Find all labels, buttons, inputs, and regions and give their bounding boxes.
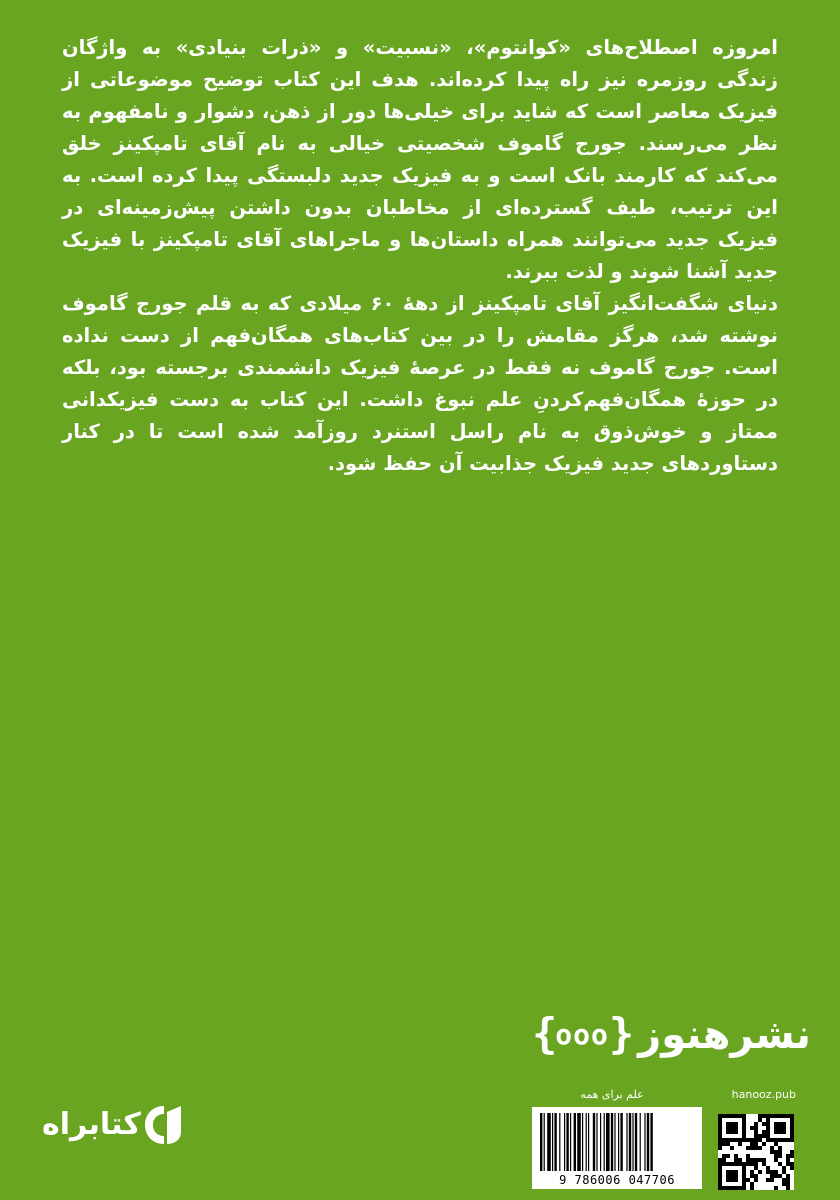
distributor-logo bbox=[36, 1102, 187, 1148]
publisher-name: نشرهنوز bbox=[638, 1011, 811, 1058]
isbn-number: 9 786006 047706 bbox=[559, 1173, 675, 1187]
barcode-bars bbox=[540, 1113, 694, 1171]
brace-close: } bbox=[608, 1009, 633, 1058]
blurb-paragraph-1: امروزه اصطلاح‌های «کوانتوم»، «نسبیت» و «ذرات بنیادی» به واژگان زندگی روزمره نیز راه پیدا کرده‌اند. هدف این کتاب توضیح موضوعاتی از فیزیک معاصر است که شاید برای خیلی‌ها دور از ذهن، دشوار و نامفهوم به نظر می‌رسند. جورج گاموف شخصیتی خیالی به نام آقای تامپکینز خلق می‌کند که کارمند بانک است و به فیزیک جدید دلبستگی پیدا کرده است. به این ترتیب، طیف گسترده‌ای از مخاطبان بدون داشتن پیش‌زمینه‌ای در فیزیک جدید می‌توانند همراه داستان‌ها و ماجراهای آقای تامپکینز با فیزیک جدید آشنا شوند و لذت ببرند. bbox=[62, 36, 778, 283]
publisher-brace-mark bbox=[532, 1010, 632, 1059]
isbn-barcode bbox=[532, 1107, 702, 1189]
publisher-tagline: علم برای همه bbox=[580, 1088, 644, 1101]
distributor-name: کتابراه bbox=[42, 1107, 141, 1142]
qr-code bbox=[718, 1114, 794, 1190]
back-cover-blurb bbox=[62, 32, 778, 480]
blurb-paragraph-2: دنیای شگفت‌انگیز آقای تامپکینز از دههٔ ۶۰ میلادی که به قلم جورج گاموف نوشته شد، هرگز مقامش را در بین کتاب‌های همگان‌فهم از دست نداده است. جورج گاموف نه فقط در عرصهٔ فیزیک دانشمندی برجسته بود، بلکه در حوزهٔ همگان‌فهم‌کردنِ علم نبوغ داشت. این کتاب به دست فیزیکدانی ممتاز و خوش‌ذوق به نام راسل استنرد روزآمد شده است تا در کنار دستاوردهای جدید فیزیک جذابیت آن حفظ شود. bbox=[62, 292, 778, 475]
publisher-website: hanooz.pub bbox=[731, 1088, 796, 1101]
publisher-logo bbox=[532, 1010, 811, 1059]
brace-dots: ooo bbox=[555, 1018, 609, 1051]
distributor-book-icon bbox=[141, 1102, 187, 1148]
qr-code-icon bbox=[718, 1114, 794, 1190]
brace-open: { bbox=[532, 1009, 556, 1058]
